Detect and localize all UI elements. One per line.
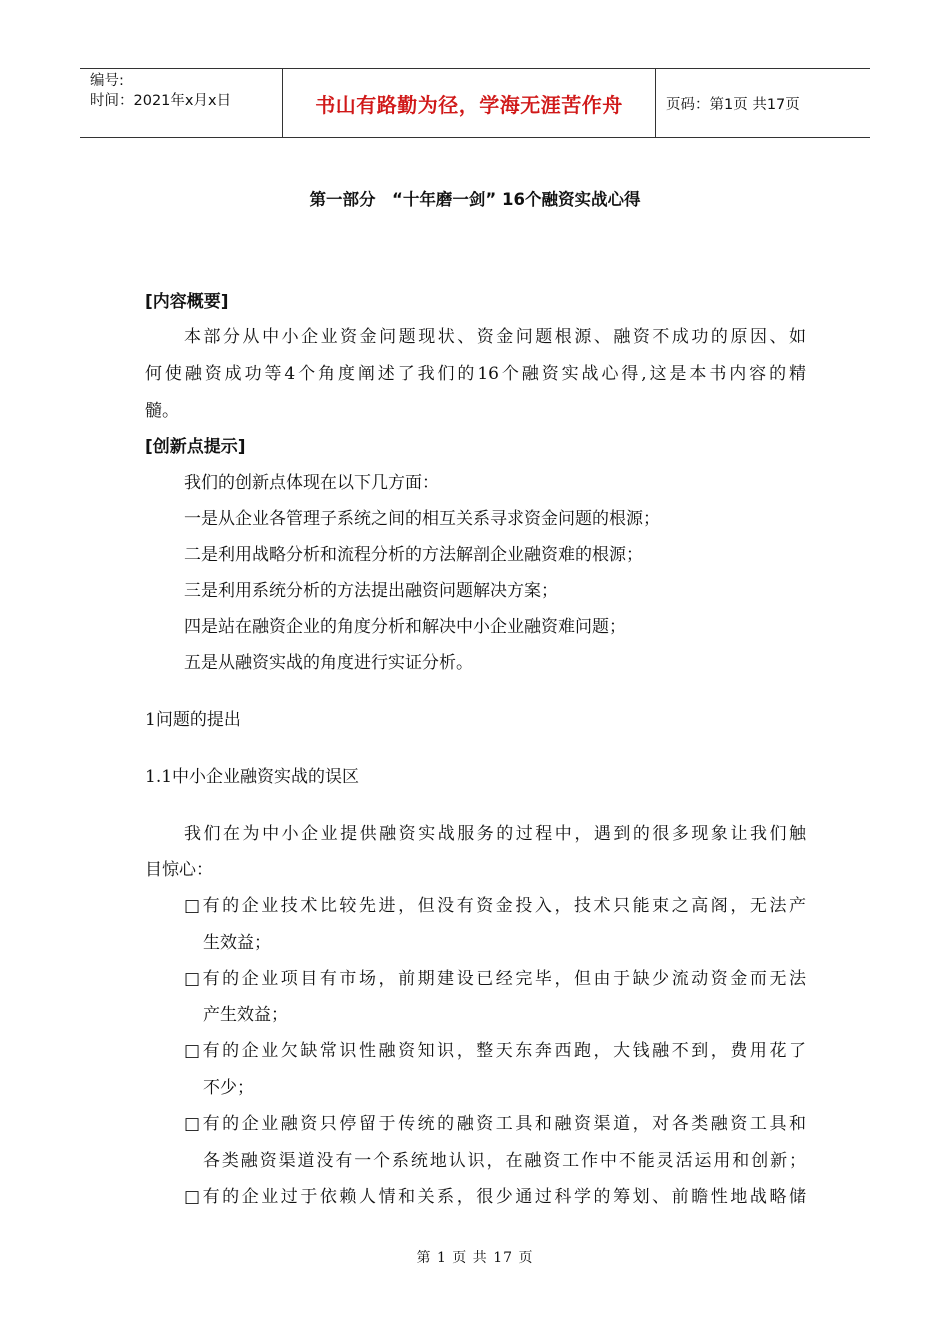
bullet-item: □有的企业过于依赖人情和关系，很少通过科学的筹划、前瞻性地战略储 (184, 1187, 806, 1207)
number-label: 编号: (90, 73, 124, 89)
innovation-point: 二是利用战略分析和流程分析的方法解剖企业融资难的根源； (184, 545, 643, 565)
bullet-item: □有的企业欠缺常识性融资知识，整天东奔西跑，大钱融不到，费用花了 (184, 1041, 806, 1061)
page-info: 页码：第1页 共17页 (666, 96, 800, 113)
innovation-point: 四是站在融资企业的角度分析和解决中小企业融资难问题； (184, 617, 626, 637)
innovation-point: 三是利用系统分析的方法提出融资问题解决方案； (184, 581, 558, 601)
summary-heading: [内容概要] (145, 292, 229, 312)
header-page-info (656, 69, 870, 137)
innovation-point: 五是从融资实战的角度进行实证分析。 (184, 653, 473, 673)
bullet-item-continuation: 不少； (203, 1078, 254, 1098)
intro-paragraph-line: 我们在为中小企业提供融资实战服务的过程中，遇到的很多现象让我们触 (184, 824, 806, 844)
header-meta (80, 69, 282, 137)
page-title: 第一部分 “十年磨一剑” 16个融资实战心得 (309, 190, 641, 209)
bullet-item-continuation: 各类融资渠道没有一个系统地认识，在融资工作中不能灵活运用和创新； (203, 1151, 806, 1171)
time-label: 时间：2021年x月x日 (90, 93, 232, 109)
innovation-heading: [创新点提示] (145, 437, 246, 457)
summary-line: 髓。 (145, 401, 179, 421)
document-header (80, 68, 870, 138)
summary-line: 本部分从中小企业资金问题现状、资金问题根源、融资不成功的原因、如 (184, 327, 806, 347)
bullet-item: □有的企业技术比较先进，但没有资金投入，技术只能束之高阁，无法产 (184, 896, 806, 916)
subsection-heading: 1.1中小企业融资实战的误区 (145, 767, 360, 787)
bullet-item-continuation: 生效益； (203, 933, 271, 953)
bullet-item: □有的企业项目有市场，前期建设已经完毕，但由于缺少流动资金而无法 (184, 969, 806, 989)
header-motto-cell (282, 69, 656, 137)
summary-line: 何使融资成功等4个角度阐述了我们的16个融资实战心得,这是本书内容的精 (145, 364, 806, 384)
motto: 书山有路勤为径，学海无涯苦作舟 (315, 92, 623, 117)
page-footer: 第 1 页 共 17 页 (416, 1250, 534, 1266)
bullet-item: □有的企业融资只停留于传统的融资工具和融资渠道，对各类融资工具和 (184, 1114, 806, 1134)
innovation-point: 一是从企业各管理子系统之间的相互关系寻求资金问题的根源； (184, 509, 660, 529)
innovation-intro: 我们的创新点体现在以下几方面： (184, 473, 439, 493)
section-heading: 1问题的提出 (145, 710, 241, 730)
bullet-item-continuation: 产生效益； (203, 1005, 288, 1025)
intro-paragraph-line: 目惊心： (145, 860, 213, 880)
